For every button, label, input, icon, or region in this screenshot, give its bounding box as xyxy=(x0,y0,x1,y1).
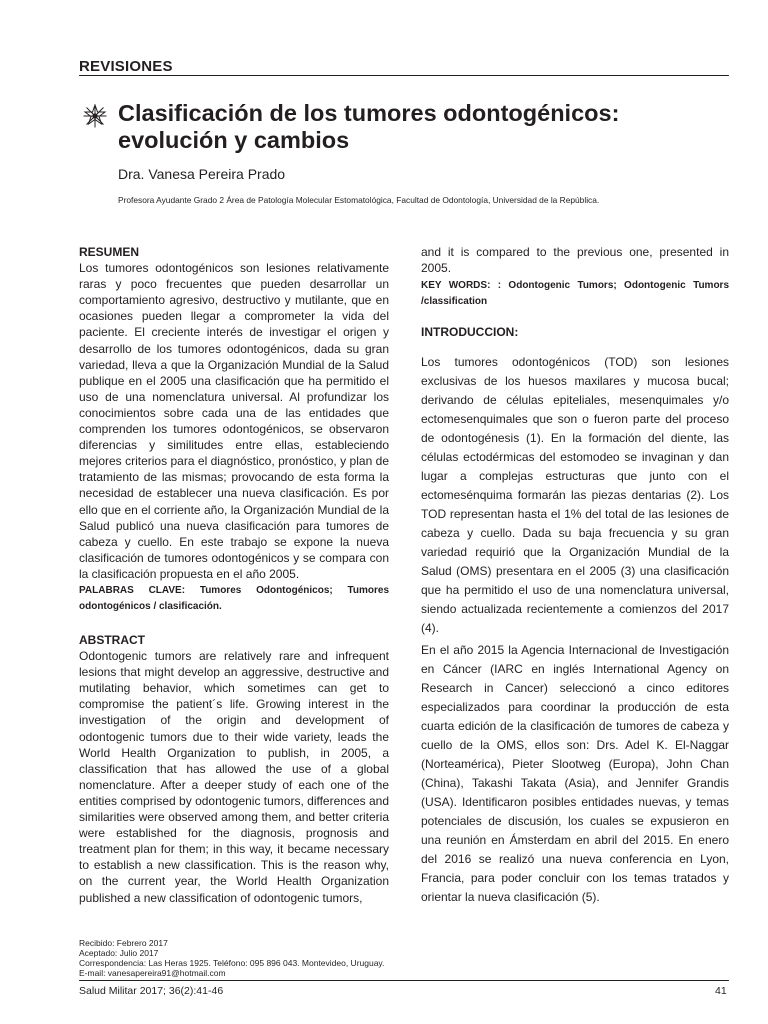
resumen-section xyxy=(79,244,389,615)
palabras-clave: PALABRAS CLAVE: Tumores Odontogénicos; Tumores odontogénicos / clasificación. xyxy=(79,584,389,612)
key-words: KEY WORDS: : Odontogenic Tumors; Odontogenic Tumors /classification xyxy=(421,280,729,308)
footnote-correspondencia: Correspondencia: Las Heras 1925. Teléfono: 095 896 043. Montevideo, Uruguay. xyxy=(79,958,385,968)
footnote-recibido: Recibido: Febrero 2017 xyxy=(79,938,168,948)
footer-rule xyxy=(79,980,729,981)
introduccion-p1: Los tumores odontogénicos (TOD) son lesiones exclusivas de los huesos maxilares y mucosa bucal; derivando de células epiteliales, mesenquimales y/o ectomesenquimales que son o fueron parte del proceso de odontogénesis (1). En la formación del diente, las células ectodérmicas del estomodeo se invaginan y dan lugar a complejas estructuras que junto con el ectomesénquima formarán las piezas dentarias (2). Los TOD representan hasta el 1% del total de las lesiones de cabeza y cuello. Dada su baja frecuencia y su gran variedad requirió que la Organización Mundial de la Salud (OMS) presentara en el 2005 (3) una clasificación que ha permitido el uso de una nomenclatura universal, siendo actualizada recientemente a comienzos del 2017 (4). xyxy=(421,355,729,635)
star-burst-icon xyxy=(83,104,107,128)
header-rule xyxy=(79,75,729,76)
journal-citation: Salud Militar 2017; 36(2):41-46 xyxy=(79,985,224,997)
resumen-body: Los tumores odontogénicos son lesiones relativamente raras y poco frecuentes que pueden desarrollar un comportamiento agresivo, destructivo y mutilante, que en ocasiones pueden llegar a comprometer la vida del paciente. El creciente interés de investigar el origen y desarrollo de los tumores odontogénicos, dada su gran variedad, lleva a que la Organización Mundial de la Salud publique en el 2005 una clasificación que ha permitido el uso de una nomenclatura universal. Al profundizar los conocimientos sobre cada una de las entidades que comprenden los tumores odontogénicos, se observaron diferencias y similitudes entre ellas, estableciendo mejores criterios para el diagnóstico, pronóstico, y plan de tratamiento de las mismas; provocando de esta forma la necesidad de establecer una nueva clasificación. Es por ello que en el corriente año, la Organización Mundial de la Salud publicó una nueva clasificación para tumores de cabeza y cuello. En este trabajo se expone la nueva clasificación de tumores odontogénicos y se compara con la clasificación propuesta en el año 2005. xyxy=(79,261,389,581)
author: Dra. Vanesa Pereira Prado xyxy=(118,166,286,182)
abstract-continuation-block xyxy=(421,244,729,310)
introduccion-heading: INTRODUCCION: xyxy=(421,325,519,339)
affiliation: Profesora Ayudante Grado 2 Área de Patología Molecular Estomatológica, Facultad de Odontología, Universidad de la República. xyxy=(118,195,600,205)
title-line-1: Clasificación de los tumores odontogénicos: xyxy=(118,100,620,126)
footnote-aceptado: Aceptado: Julio 2017 xyxy=(79,948,159,958)
footnote-email: E-mail: vanesapereira91@hotmail.com xyxy=(79,968,226,978)
abstract-section xyxy=(79,632,389,906)
abstract-heading: ABSTRACT xyxy=(79,633,145,647)
introduccion-p2: En el año 2015 la Agencia Internacional de Investigación en Cáncer (IARC en inglés International Agency on Research in Cancer) seleccionó a cinco editores especializados para coordinar la producción de esta cuarta edición de la clasificación de tumores de cabeza y cuello de la OMS, ellos son: Drs. Adel K. El-Naggar (Norteamérica), Pieter Slootweg (Europa), John Chan (China), Takashi Takata (Asia), and Jennifer Grandis (USA). Identificaron posibles entidades nuevas, y temas potenciales de discusión, los cuales se expusieron en una reunión en Ámsterdam en abril del 2015. En enero del 2016 se realizó una nueva conferencia en Lyon, Francia, para poder concluir con los temas tratados y orientar la nueva clasificación (5). xyxy=(421,643,729,904)
resumen-heading: RESUMEN xyxy=(79,245,140,259)
article-title xyxy=(118,100,738,154)
footnote xyxy=(79,938,384,978)
abstract-continuation: and it is compared to the previous one, presented in 2005. xyxy=(421,245,729,276)
abstract-body: Odontogenic tumors are relatively rare and infrequent lesions that might develop an aggressive, destructive and mutilating behavior, which sometimes can get to compromise the patient´s life. Growing interest in the investigation of the origin and development of odontogenic tumors due to their wide variety, leads the World Health Organization to publish, in 2005, a classification that has allowed the use of a global nomenclature. After a deeper study of each one of the entities comprised by odontogenic tumors, differences and similarities were observed among them, and better criteria were established for the diagnosis, prognosis and treatment plan for them; in this way, it became necessary to establish a new classification. This is the reason why, on the current year, the World Health Organization published a new classification of odontogenic tumors, xyxy=(79,649,389,905)
title-line-2: evolución y cambios xyxy=(118,127,350,153)
page-number: 41 xyxy=(715,985,727,997)
section-label: REVISIONES xyxy=(79,58,173,75)
